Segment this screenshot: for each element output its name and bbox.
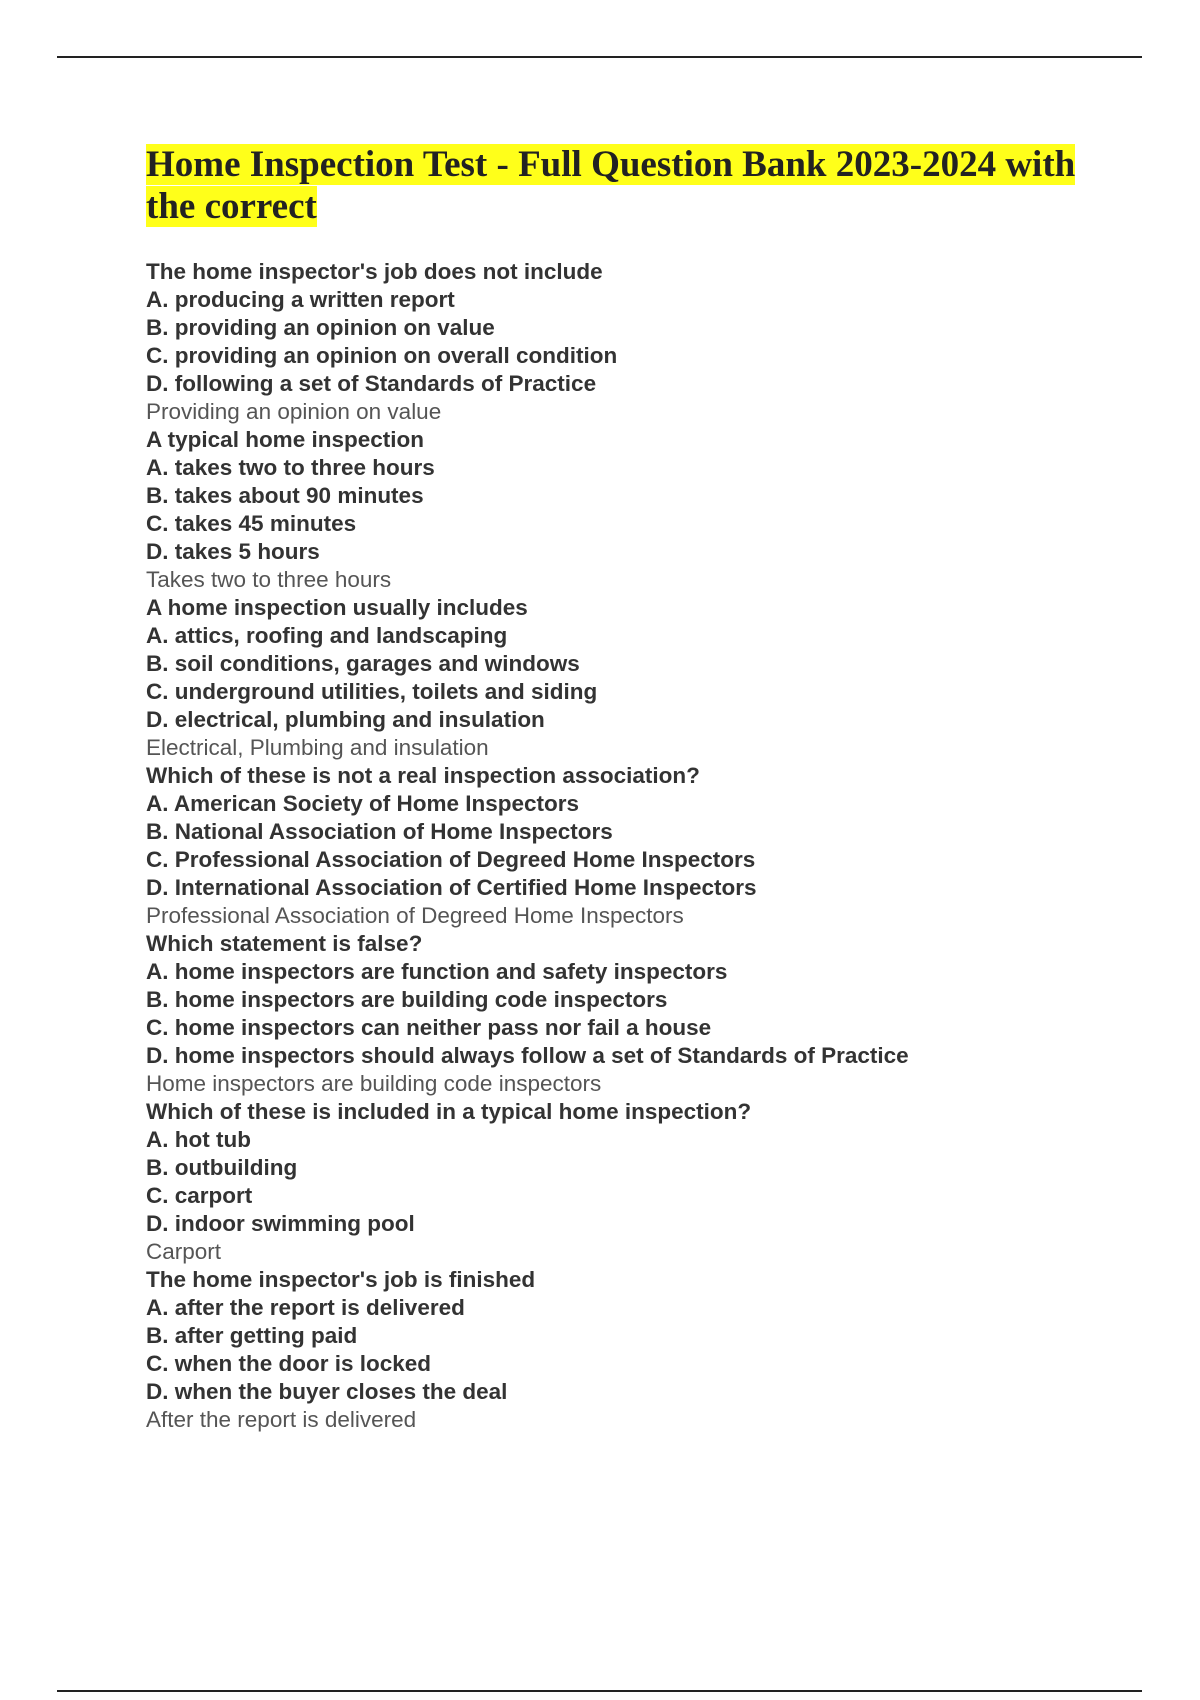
question-text: The home inspector's job is finished bbox=[146, 1267, 536, 1292]
answer-option: C. underground utilities, toilets and siding bbox=[146, 679, 598, 704]
answer-option: A. hot tub bbox=[146, 1127, 251, 1152]
question-text: A home inspection usually includes bbox=[146, 595, 528, 620]
answer-option: A. after the report is delivered bbox=[146, 1295, 465, 1320]
answer-option: D. electrical, plumbing and insulation bbox=[146, 707, 545, 732]
answer-option: B. soil conditions, garages and windows bbox=[146, 651, 580, 676]
answer-option: C. providing an opinion on overall condition bbox=[146, 343, 618, 368]
answer-option: A. takes two to three hours bbox=[146, 455, 435, 480]
answer-option: B. providing an opinion on value bbox=[146, 315, 495, 340]
answer-option: B. outbuilding bbox=[146, 1155, 298, 1180]
answer-option: D. when the buyer closes the deal bbox=[146, 1379, 508, 1404]
correct-answer: Takes two to three hours bbox=[146, 567, 392, 592]
answer-option: C. when the door is locked bbox=[146, 1351, 432, 1376]
question-text: Which statement is false? bbox=[146, 931, 423, 956]
correct-answer: Providing an opinion on value bbox=[146, 399, 442, 424]
answer-option: A. home inspectors are function and safety inspectors bbox=[146, 959, 728, 984]
document-title bbox=[146, 144, 1096, 228]
answer-option: C. carport bbox=[146, 1183, 253, 1208]
answer-option: D. takes 5 hours bbox=[146, 539, 320, 564]
answer-option: A. American Society of Home Inspectors bbox=[146, 791, 580, 816]
answer-option: D. International Association of Certified Home Inspectors bbox=[146, 875, 757, 900]
question-list bbox=[146, 258, 909, 1434]
correct-answer: Electrical, Plumbing and insulation bbox=[146, 735, 489, 760]
answer-option: C. Professional Association of Degreed Home Inspectors bbox=[146, 847, 756, 872]
answer-option: A. producing a written report bbox=[146, 287, 455, 312]
answer-option: A. attics, roofing and landscaping bbox=[146, 623, 508, 648]
answer-option: B. after getting paid bbox=[146, 1323, 358, 1348]
correct-answer: Home inspectors are building code inspectors bbox=[146, 1071, 602, 1096]
answer-option: D. indoor swimming pool bbox=[146, 1211, 415, 1236]
answer-option: B. takes about 90 minutes bbox=[146, 483, 424, 508]
question-text: The home inspector's job does not include bbox=[146, 259, 603, 284]
answer-option: D. following a set of Standards of Practice bbox=[146, 371, 597, 396]
correct-answer: After the report is delivered bbox=[146, 1407, 417, 1432]
correct-answer: Professional Association of Degreed Home Inspectors bbox=[146, 903, 684, 928]
answer-option: B. home inspectors are building code inspectors bbox=[146, 987, 668, 1012]
answer-option: C. takes 45 minutes bbox=[146, 511, 357, 536]
top-rule bbox=[57, 56, 1142, 58]
question-text: Which of these is not a real inspection association? bbox=[146, 763, 700, 788]
answer-option: C. home inspectors can neither pass nor fail a house bbox=[146, 1015, 712, 1040]
correct-answer: Carport bbox=[146, 1239, 222, 1264]
answer-option: B. National Association of Home Inspectors bbox=[146, 819, 613, 844]
answer-option: D. home inspectors should always follow a set of Standards of Practice bbox=[146, 1043, 909, 1068]
bottom-rule bbox=[57, 1690, 1142, 1692]
question-text: Which of these is included in a typical home inspection? bbox=[146, 1099, 752, 1124]
title-highlight: Home Inspection Test - Full Question Bank 2023-2024 with the correct bbox=[146, 144, 1076, 227]
question-text: A typical home inspection bbox=[146, 427, 424, 452]
